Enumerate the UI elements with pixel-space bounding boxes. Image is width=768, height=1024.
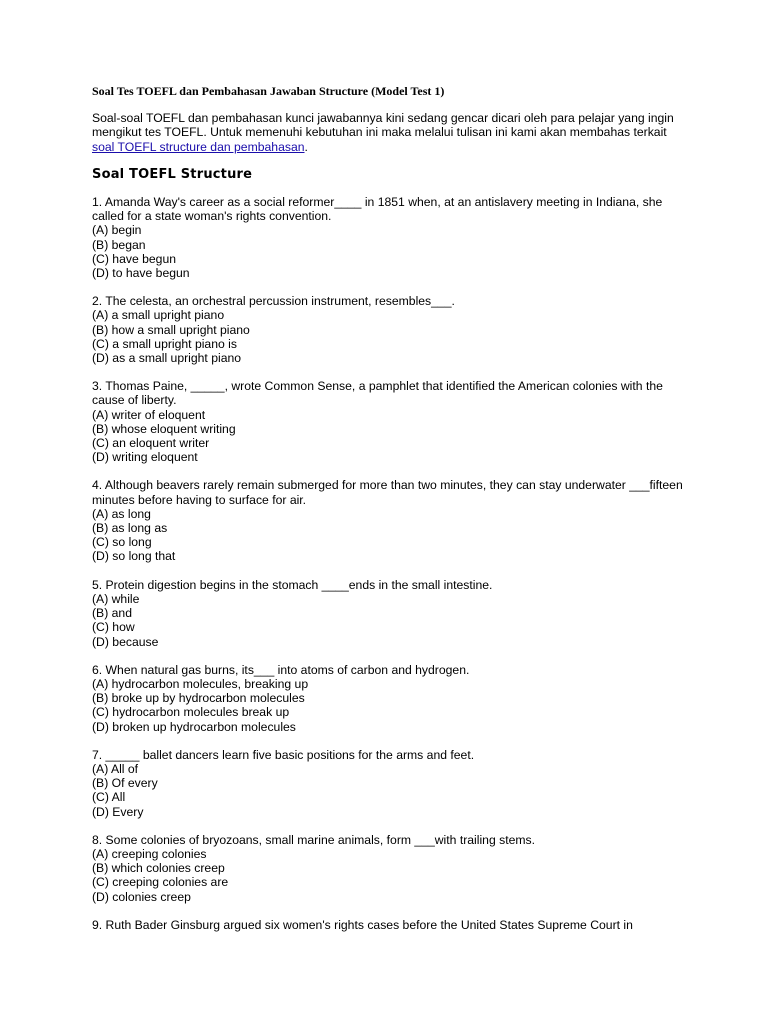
answer-option: (B) began [92, 237, 146, 252]
answer-option: (C) how [92, 620, 135, 635]
answer-option: (D) so long that [92, 549, 176, 564]
question-6 [92, 663, 692, 734]
answer-option: (D) to have begun [92, 266, 190, 281]
answer-option: (D) broken up hydrocarbon molecules [92, 719, 296, 734]
answer-option: (B) and [92, 606, 132, 621]
question-9 [92, 918, 692, 932]
question-list [92, 195, 692, 932]
question-text: 7. _____ ballet dancers learn five basic positions for the arms and feet. [92, 747, 475, 762]
answer-option: (A) All of [92, 761, 139, 776]
answer-option: (D) colonies creep [92, 889, 191, 904]
answer-option: (C) so long [92, 535, 152, 550]
question-text: 5. Protein digestion begins in the stomach ____ends in the small intestine. [92, 577, 493, 592]
document-title: Soal Tes TOEFL dan Pembahasan Jawaban Structure (Model Test 1) [92, 84, 445, 98]
answer-option: (B) which colonies creep [92, 861, 225, 876]
answer-option: (A) while [92, 591, 140, 606]
answer-option: (B) Of every [92, 776, 158, 791]
question-text: 6. When natural gas burns, its___ into atoms of carbon and hydrogen. [92, 662, 470, 677]
intro-link[interactable]: soal TOEFL structure dan pembahasan [92, 139, 305, 154]
answer-option: (B) how a small upright piano [92, 322, 250, 337]
question-5 [92, 578, 692, 649]
answer-option: (B) whose eloquent writing [92, 421, 236, 436]
section-heading: Soal TOEFL Structure [92, 166, 253, 182]
question-2 [92, 294, 692, 365]
answer-option: (D) because [92, 634, 159, 649]
question-3 [92, 379, 692, 464]
question-8 [92, 833, 692, 904]
answer-option: (D) writing eloquent [92, 450, 198, 465]
answer-option: (B) as long as [92, 521, 168, 536]
intro-text: Soal-soal TOEFL dan pembahasan kunci jawabannya kini sedang gencar dicari oleh para pelajar yang ingin mengikut tes TOEFL. Untuk memenuhi kebutuhan ini maka melalui tulisan ini kami akan membahas terkait [92, 111, 674, 140]
answer-option: (A) writer of eloquent [92, 407, 206, 422]
answer-option: (A) hydrocarbon molecules, breaking up [92, 676, 309, 691]
answer-option: (C) All [92, 790, 126, 805]
question-1 [92, 195, 692, 280]
answer-option: (A) begin [92, 223, 142, 238]
question-text: 9. Ruth Bader Ginsburg argued six women's rights cases before the United States Supreme Court in [92, 917, 633, 932]
question-text: 2. The celesta, an orchestral percussion instrument, resembles___. [92, 294, 455, 309]
document-page [92, 84, 692, 946]
answer-option: (A) a small upright piano [92, 308, 225, 323]
answer-option: (A) creeping colonies [92, 846, 207, 861]
answer-option: (C) a small upright piano is [92, 336, 237, 351]
question-text: 1. Amanda Way's career as a social reformer____ in 1851 when, at an antislavery meeting in Indiana, she called for a state woman's rights convention. [92, 195, 663, 224]
answer-option: (C) hydrocarbon molecules break up [92, 705, 290, 720]
answer-option: (C) have begun [92, 251, 177, 266]
answer-option: (B) broke up by hydrocarbon molecules [92, 691, 305, 706]
answer-option: (C) creeping colonies are [92, 875, 229, 890]
question-7 [92, 748, 692, 819]
answer-option: (C) an eloquent writer [92, 436, 210, 451]
question-4 [92, 478, 692, 563]
question-text: 3. Thomas Paine, _____, wrote Common Sense, a pamphlet that identified the American colonies with the cause of liberty. [92, 379, 663, 408]
question-text: 8. Some colonies of bryozoans, small marine animals, form ___with trailing stems. [92, 832, 535, 847]
question-text: 4. Although beavers rarely remain submerged for more than two minutes, they can stay underwater ___fifteen minutes before having to surface for air. [92, 478, 683, 507]
intro-paragraph [92, 111, 692, 154]
intro-text-end: . [304, 139, 308, 154]
answer-option: (D) Every [92, 804, 144, 819]
answer-option: (A) as long [92, 506, 151, 521]
answer-option: (D) as a small upright piano [92, 351, 242, 366]
